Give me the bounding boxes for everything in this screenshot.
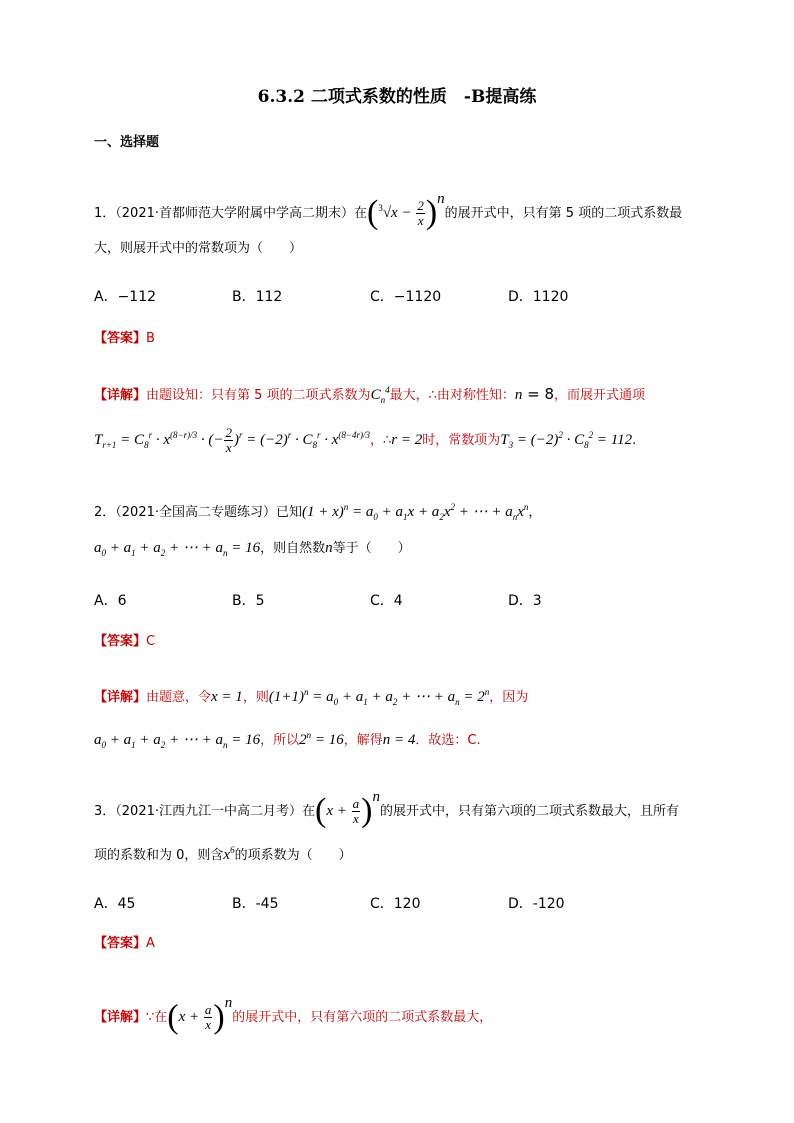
math-formula: $2^n = 16$ [299, 730, 344, 748]
binomial-expression: ($^3$√x − $\frac{2}{x}$ )$^n$ [367, 191, 445, 231]
question-text: 的展开式中，只有第 5 项的二项式系数最 [444, 206, 683, 221]
answer-line [94, 632, 155, 652]
math-formula: $T_{r+1} = C_8^r \cdot x^{(8-r)/3}$ · (− [94, 430, 224, 450]
question-source: （2021·首都师范大学附属中学高二期末）在 [115, 206, 367, 221]
option-c[interactable]: C．120 [370, 896, 421, 912]
detail-line-1: 【详解】由题设知：只有第 5 项的二项式系数为$C_n^4$最大，∴由对称性知：n = 8，而展开式通项 [94, 385, 646, 405]
option-d[interactable]: D．3 [508, 593, 542, 609]
question-number: 2． [94, 505, 116, 520]
option-d[interactable]: D．1120 [508, 289, 569, 305]
detail-label: 【详解】 [94, 690, 147, 705]
question-3-line-1: 3．（2021·江西九江一中高二月考）在(x + $\frac{a}{x}$ )$^n$的展开式中，只有第六项的二项式系数最大，且所有 [94, 789, 679, 829]
question-3-line-2: 项的系数和为 0，则含$x^6$的项系数为（ ） [94, 845, 352, 863]
option-c[interactable]: C．−1120 [370, 289, 442, 305]
option-b[interactable]: B．-45 [232, 896, 279, 912]
detail-label: 【详解】 [94, 388, 147, 403]
math-formula: r = 2 [391, 432, 423, 448]
detail-line-1: 【详解】∵在(x + $\frac{a}{x}$ )$^n$的展开式中，只有第六项的二项式系数最大， [94, 995, 493, 1036]
math-formula: $(1+1)^n = a_0 + a_1 + a_2$ + ⋯ + $a_n = 2^n$ [268, 687, 490, 707]
detail-line-2: $T_{r+1} = C_8^r \cdot x^{(8-r)/3}$ · (− $\frac{2}{x}$ )$^r = (-2)^r \cdot C_8^r \cdot x^{(8-4r)/3}$，∴r = 2时，常数项为$T_3 = (-2)^2 \cdot C_8^2 = 112$. [94, 424, 637, 455]
option-b[interactable]: B．5 [232, 593, 265, 609]
question-1-line-1 [94, 189, 682, 230]
question-number: 3． [94, 804, 116, 819]
page-title: 6.3.2 二项式系数的性质 -B提高练 [257, 87, 537, 107]
question-2-line-2: $a_0 + a_1 + a_2$ + ⋯ + $a_n = 16$，则自然数n等于（ ） [94, 540, 411, 558]
question-2-line-1: 2．（2021·全国高二专题练习）已知$(1 + x)^n = a_0 + a_1x + a_2x^2$ + ⋯ + $a_nx^n$， [94, 502, 542, 522]
option-a[interactable]: A．6 [94, 593, 127, 609]
math-formula: x = 1 [211, 689, 243, 705]
detail-line-1: 【详解】由题意，令x = 1，则$(1+1)^n = a_0 + a_1 + a_2$ + ⋯ + $a_n = 2^n$，因为 [94, 687, 529, 707]
question-source: （2021·全国高二专题练习）已知 [115, 505, 302, 520]
question-1-line-2: 大，则展开式中的常数项为（ ） [94, 241, 303, 256]
math-formula: $a_0 + a_1 + a_2$ + ⋯ + $a_n = 16$ [94, 540, 261, 558]
question-source: （2021·江西九江一中高二月考）在 [115, 804, 315, 819]
math-formula: $(1 + x)^n = a_0 + a_1x + a_2x^2$ + ⋯ + $a_nx^n$ [302, 502, 529, 522]
answer-line [94, 329, 155, 349]
answer-label: 【答案】 [94, 936, 147, 951]
option-a[interactable]: A．45 [94, 896, 136, 912]
answer-value: C [146, 634, 156, 649]
math-formula: $a_0 + a_1 + a_2$ + ⋯ + $a_n = 16$ [94, 732, 261, 750]
binomial-expression: (x + $\frac{a}{x}$ )$^n$ [315, 789, 380, 829]
math-formula: $x^6$ [223, 845, 235, 863]
math-formula: $T_3 = (-2)^2 \cdot C_8^2 = 112$ [500, 430, 633, 450]
binomial-expression: (x + $\frac{a}{x}$ )$^n$ [167, 995, 233, 1036]
question-number: 1． [94, 206, 116, 221]
detail-line-2: $a_0 + a_1 + a_2$ + ⋯ + $a_n = 16$，所以$2^n = 16$，解得n = 4．故选：C. [94, 730, 481, 750]
answer-value: A [146, 936, 155, 951]
answer-label: 【答案】 [94, 331, 147, 346]
detail-label: 【详解】 [94, 1010, 147, 1025]
answer-line [94, 934, 155, 954]
option-c[interactable]: C．4 [370, 593, 403, 609]
answer-value: B [146, 331, 155, 346]
math-formula: $C_n^4$ [370, 385, 390, 405]
section-heading: 一、选择题 [94, 135, 160, 150]
answer-label: 【答案】 [94, 634, 147, 649]
option-b[interactable]: B．112 [232, 289, 283, 305]
option-a[interactable]: A．−112 [94, 289, 157, 305]
option-d[interactable]: D．-120 [508, 896, 565, 912]
math-formula: n = 4 [382, 732, 416, 748]
math-formula: n [514, 387, 523, 403]
